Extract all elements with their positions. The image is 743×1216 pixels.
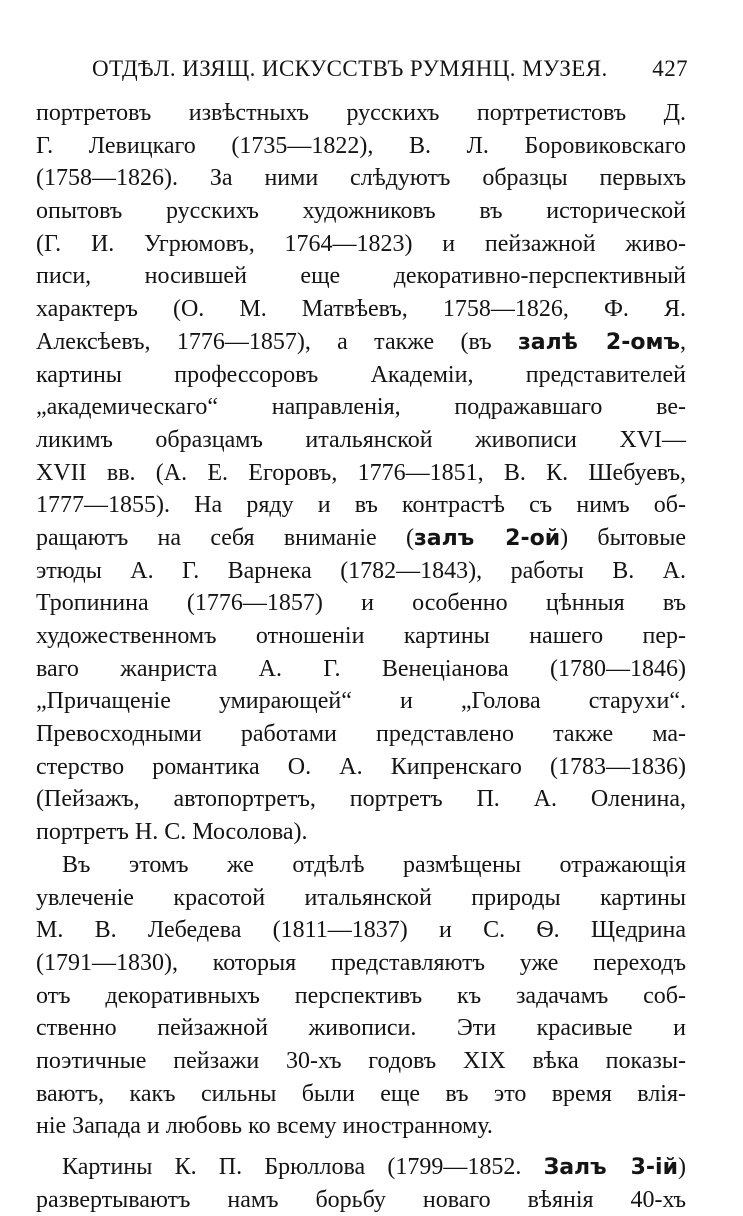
text-line: ваго жанриста А. Г. Венеціанова (1780—1846) [36, 655, 686, 682]
text-line: Въ этомъ же отдѣлѣ размѣщены отражающія [62, 851, 686, 878]
text-line: Алексѣевъ, 1776—1857), а также (въ залѣ 2-омъ, [36, 328, 686, 355]
text-line: стерство романтика О. А. Кипренскаго (1783—1836) [36, 753, 686, 780]
text-line: развертываютъ намъ борьбу новаго вѣянія 40-хъ [36, 1186, 686, 1213]
text-line: опытовъ русскихъ художниковъ въ исторической [36, 198, 686, 225]
text-line: (1758—1826). За ними слѣдуютъ образцы первыхъ [36, 165, 686, 192]
text-line: „академическаго“ направленія, подражавшаго ве- [36, 394, 686, 421]
text-line: 1777—1855). На ряду и въ контрастѣ съ нимъ об- [36, 492, 686, 519]
hall-reference: Залъ 3-ій [543, 1155, 678, 1180]
running-head-title: ОТДѢЛ. ИЗЯЩ. ИСКУССТВЪ РУМЯНЦ. МУЗЕЯ. [92, 56, 608, 81]
text-line: ликимъ образцамъ итальянской живописи XVI— [36, 426, 686, 453]
text-line: увлеченіе красотой итальянской природы картины [36, 884, 686, 911]
text-line: М. В. Лебедева (1811—1837) и С. Ѳ. Щедрина [36, 917, 686, 944]
text-line: писи, носившей еще декоративно-перспективный [36, 263, 686, 290]
hall-reference: залъ 2-ой [413, 525, 561, 551]
text-line: (1791—1830), которыя представляютъ уже переходъ [36, 949, 686, 976]
text-line: поэтичные пейзажи 30-хъ годовъ XIX вѣка показы- [36, 1047, 686, 1074]
text-line: „Причащеніе умирающей“ и „Голова старухи“. [36, 688, 686, 715]
running-head [92, 52, 688, 86]
text-line: картины профессоровъ Академіи, представителей [36, 361, 686, 388]
text-line: Тропинина (1776—1857) и особенно цѣнныя въ [36, 590, 686, 617]
text-line: Картины К. П. Брюллова (1799—1852. Залъ 3-ій) [62, 1154, 686, 1180]
text-line: портретъ Н. С. Мосолова). [36, 819, 308, 846]
text-line: характеръ (О. М. Матвѣевъ, 1758—1826, Ф. Я. [36, 296, 686, 323]
text-line: (Г. И. Угрюмовъ, 1764—1823) и пейзажной живо- [36, 230, 686, 257]
text-line: ваютъ, какъ сильны были еще въ это время влія- [36, 1080, 686, 1107]
text-line: отъ декоративныхъ перспективъ къ задачамъ соб- [36, 982, 686, 1009]
text-line: (Пейзажъ, автопортретъ, портретъ П. А. Оленина, [36, 786, 686, 813]
text-line: художественномъ отношеніи картины нашего пер- [36, 623, 686, 649]
text-line: XVII вв. (А. Е. Егоровъ, 1776—1851, В. К. Шебуевъ, [36, 459, 686, 486]
body-text [36, 97, 686, 1216]
page-number: 427 [652, 56, 688, 81]
text-line: Г. Левицкаго (1735—1822), В. Л. Боровиковскаго [36, 132, 686, 159]
text-line: ніе Запада и любовь ко всему иностранному. [36, 1113, 493, 1140]
text-line: ращаютъ на себя вниманіе (залъ 2-ой) бытовые [36, 524, 686, 551]
text-line: ственно пейзажной живописи. Эти красивые и [36, 1015, 686, 1042]
text-line: Превосходными работами представлено также ма- [36, 721, 686, 748]
text-line: этюды А. Г. Варнека (1782—1843), работы В. А. [36, 557, 686, 584]
hall-reference: залѣ 2-омъ [518, 329, 680, 355]
text-line: портретовъ извѣстныхъ русскихъ портретистовъ Д. [36, 100, 686, 126]
